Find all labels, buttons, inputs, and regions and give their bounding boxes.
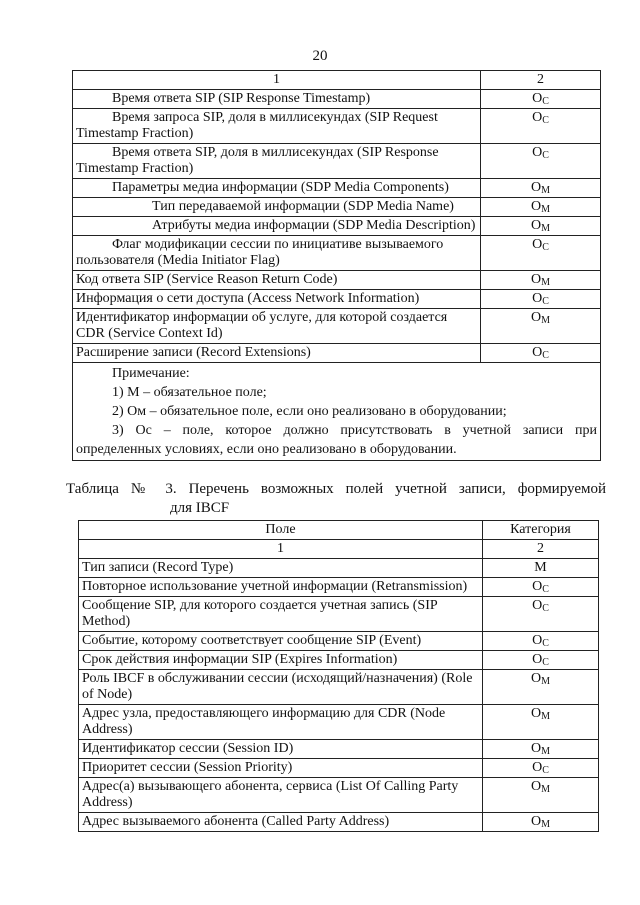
category-cell [483, 740, 599, 759]
category-letter: O [532, 145, 543, 160]
field-name: Время ответа SIP, доля в миллисекундах (SIP Response Timestamp Fraction) [76, 145, 439, 176]
note-item: 3) Ос – поле, которое должно присутствовать в учетной записи при определенных условиях, если оно реализовано в оборудовании. [76, 423, 597, 457]
table-row [73, 198, 601, 217]
table-row [73, 344, 601, 363]
category-cell [483, 578, 599, 597]
category-letter: O [532, 652, 543, 667]
category-cell [481, 179, 601, 198]
field-name: Срок действия информации SIP (Expires Information) [82, 652, 398, 667]
category-cell [483, 670, 599, 705]
category-cell [483, 813, 599, 832]
field-cell [79, 578, 483, 597]
category-subscript: C [542, 150, 549, 161]
field-name: Расширение записи (Record Extensions) [76, 345, 311, 360]
category-letter: O [532, 110, 543, 125]
category-subscript: M [541, 819, 551, 830]
category-subscript: C [542, 765, 549, 776]
field-cell [79, 759, 483, 778]
category-cell [483, 559, 599, 578]
table-3 [78, 520, 599, 832]
category-cell [481, 109, 601, 144]
category-cell [481, 217, 601, 236]
category-letter: O [530, 706, 542, 721]
category-cell [481, 236, 601, 271]
category-cell [481, 271, 601, 290]
note-item: 2) Ом – обязательное поле, если оно реализовано в оборудовании; [112, 404, 507, 419]
field-cell [73, 198, 481, 217]
category-subscript: C [542, 638, 549, 649]
field-cell [73, 90, 481, 109]
category-letter: O [532, 633, 543, 648]
category-cell [483, 651, 599, 670]
table-3-body [79, 521, 599, 832]
field-cell [73, 309, 481, 344]
note-item: 1) М – обязательное поле; [112, 385, 267, 400]
category-cell [483, 705, 599, 740]
column-number-1: 1 [73, 71, 481, 90]
field-name: Тип записи (Record Type) [82, 560, 234, 575]
field-cell [79, 651, 483, 670]
field-cell [79, 597, 483, 632]
category-cell [481, 198, 601, 217]
column-number-1: 1 [79, 540, 483, 559]
field-cell [79, 670, 483, 705]
category-cell [483, 759, 599, 778]
category-letter: O [530, 218, 542, 233]
table-3-caption: Таблица № 3. Перечень возможных полей учетной записи, формируемой [66, 481, 606, 497]
table-row [73, 90, 601, 109]
table-row [79, 705, 599, 740]
column-number-2: 2 [481, 71, 601, 90]
field-name: Адрес(а) вызывающего абонента, сервиса (List Of Calling Party Address) [82, 779, 459, 810]
table-row [79, 597, 599, 632]
category-letter: O [532, 291, 543, 306]
table-row [79, 559, 599, 578]
notes-row [73, 363, 601, 461]
table-3-number-row [79, 540, 599, 559]
table-row [79, 813, 599, 832]
category-subscript: C [542, 115, 549, 126]
table-1 [72, 70, 601, 461]
notes-cell [73, 363, 601, 461]
field-name: Адрес узла, предоставляющего информацию для CDR (Node Address) [82, 706, 446, 737]
table-row [79, 651, 599, 670]
category-subscript: C [542, 242, 549, 253]
field-name: Адрес вызываемого абонента (Called Party Address) [82, 814, 390, 829]
field-name: Флаг модификации сессии по инициативе вызываемого пользователя (Media Initiator Flag) [76, 237, 444, 268]
category-letter: O [532, 345, 543, 360]
category-subscript: M [541, 746, 551, 757]
column-header-category: Категория [483, 521, 599, 540]
field-cell [73, 236, 481, 271]
category-cell [481, 144, 601, 179]
field-cell [79, 813, 483, 832]
table-row [73, 179, 601, 198]
field-cell [73, 179, 481, 198]
table-row [79, 778, 599, 813]
category-letter: O [530, 199, 542, 214]
field-name: Время ответа SIP (SIP Response Timestamp) [112, 91, 371, 106]
table-1-body [73, 71, 601, 461]
category-subscript: M [541, 315, 551, 326]
field-name: Код ответа SIP (Service Reason Return Code) [76, 272, 338, 287]
category-subscript: C [542, 350, 549, 361]
category-letter: O [530, 310, 542, 325]
category-subscript: C [542, 584, 549, 595]
category-cell [483, 597, 599, 632]
category-subscript: M [541, 784, 551, 795]
field-name: Атрибуты медиа информации (SDP Media Description) [152, 218, 476, 233]
field-cell [73, 217, 481, 236]
field-name: Время запроса SIP, доля в миллисекундах (SIP Request Timestamp Fraction) [76, 110, 438, 141]
category-subscript: C [542, 657, 549, 668]
category-cell [483, 778, 599, 813]
category-subscript: C [542, 296, 549, 307]
table-row [73, 109, 601, 144]
field-name: Повторное использование учетной информации (Retransmission) [82, 579, 468, 594]
notes-title: Примечание: [112, 366, 190, 381]
column-number-2: 2 [483, 540, 599, 559]
category-letter: O [530, 671, 542, 686]
table-row [79, 578, 599, 597]
field-name: Информация о сети доступа (Access Network Information) [76, 291, 420, 306]
table-row [73, 236, 601, 271]
category-letter: O [532, 760, 543, 775]
category-letter: O [530, 814, 542, 829]
page-number: 20 [312, 48, 328, 64]
field-cell [73, 271, 481, 290]
field-name: Сообщение SIP, для которого создается учетная запись (SIP Method) [82, 598, 438, 629]
category-letter: M [534, 560, 547, 575]
field-name: Событие, которому соответствует сообщение SIP (Event) [82, 633, 422, 648]
field-name: Идентификатор сессии (Session ID) [82, 741, 294, 756]
category-subscript: M [541, 185, 551, 196]
category-cell [481, 290, 601, 309]
category-subscript: M [541, 223, 551, 234]
category-cell [481, 309, 601, 344]
field-cell [79, 632, 483, 651]
category-letter: O [532, 237, 543, 252]
column-header-field: Поле [79, 521, 483, 540]
category-letter: O [532, 579, 543, 594]
table-3-caption-cont: для IBCF [170, 500, 230, 516]
table-row [73, 271, 601, 290]
category-subscript: M [541, 277, 551, 288]
field-name: Параметры медиа информации (SDP Media Components) [112, 180, 449, 195]
category-letter: O [532, 598, 543, 613]
table-row [79, 740, 599, 759]
category-letter: O [532, 91, 543, 106]
field-cell [73, 109, 481, 144]
category-letter: O [530, 779, 542, 794]
table-row [73, 309, 601, 344]
category-subscript: C [542, 603, 549, 614]
category-cell [481, 344, 601, 363]
field-name: Приоритет сессии (Session Priority) [82, 760, 293, 775]
table-row [79, 759, 599, 778]
field-cell [73, 344, 481, 363]
table-row [73, 290, 601, 309]
category-subscript: M [541, 711, 551, 722]
field-name: Тип передаваемой информации (SDP Media Name) [152, 199, 454, 214]
table-row [79, 670, 599, 705]
field-name: Идентификатор информации об услуге, для которой создается CDR (Service Context Id) [76, 310, 448, 341]
field-cell [79, 778, 483, 813]
field-cell [79, 740, 483, 759]
field-cell [79, 559, 483, 578]
field-cell [73, 290, 481, 309]
table-row [73, 144, 601, 179]
category-cell [483, 632, 599, 651]
category-subscript: C [542, 96, 549, 107]
table-3-column-header-row [79, 521, 599, 540]
table-1-header-row [73, 71, 601, 90]
category-letter: O [530, 741, 542, 756]
field-cell [79, 705, 483, 740]
table-row [79, 632, 599, 651]
category-cell [481, 90, 601, 109]
category-subscript: M [541, 204, 551, 215]
table-row [73, 217, 601, 236]
category-letter: O [530, 180, 542, 195]
field-cell [73, 144, 481, 179]
category-subscript: M [541, 676, 551, 687]
field-name: Роль IBCF в обслуживании сессии (исходящий/назначения) (Role of Node) [82, 671, 473, 702]
category-letter: O [530, 272, 542, 287]
